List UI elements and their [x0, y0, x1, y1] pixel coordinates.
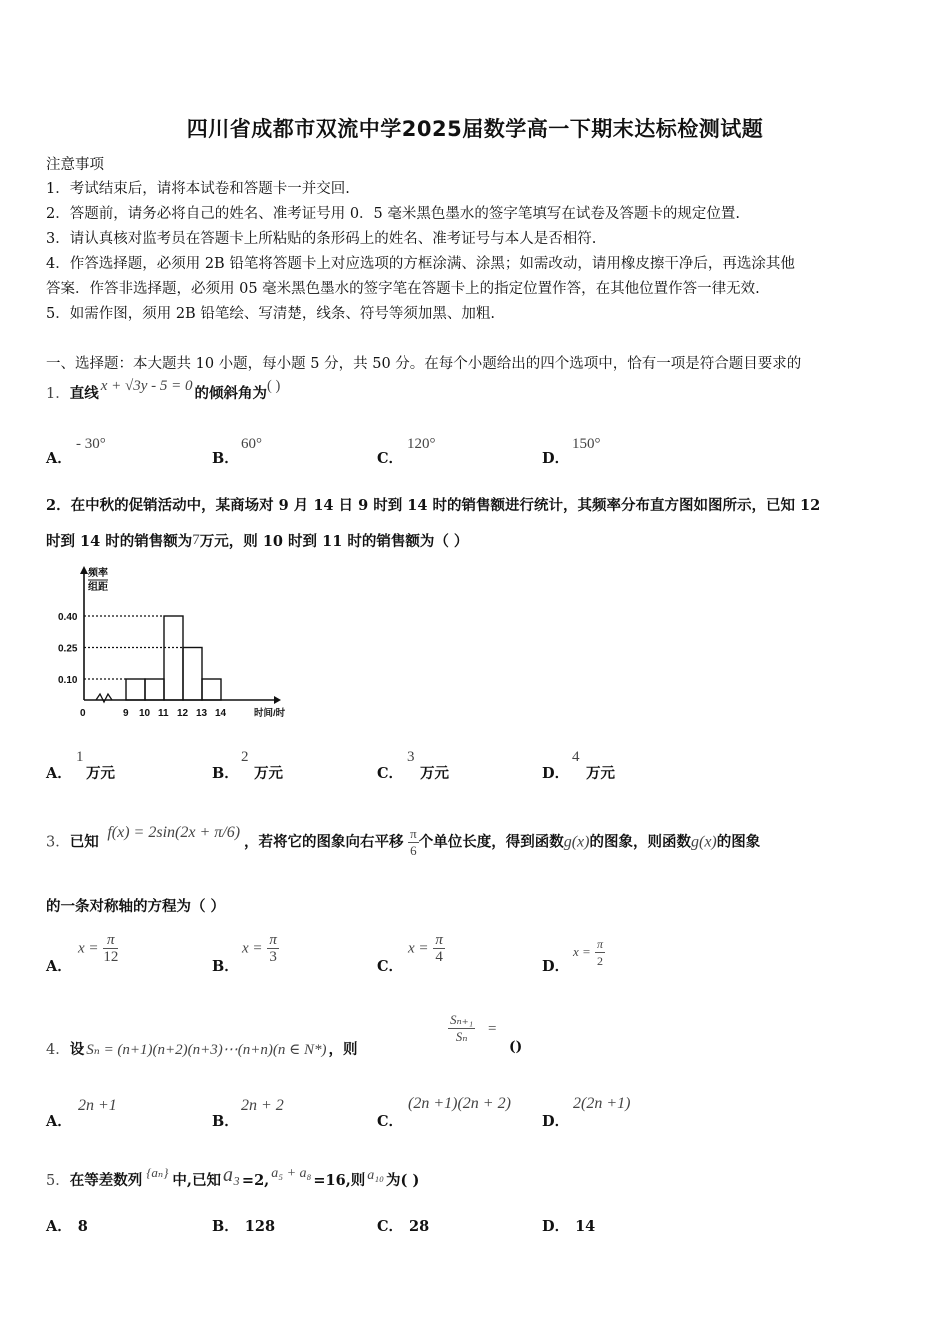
q5-end: 为( ): [386, 1172, 420, 1189]
x-axis-arrow: [274, 696, 281, 704]
notice-item: 4．作答选择题，必须用 2B 铅笔将答题卡上对应选项的方框涂满、涂黑；如需改动，请用橡皮擦干净后，再选涂其他: [46, 256, 795, 272]
q1-option-d-value: 150°: [572, 436, 601, 452]
q3-mid3: 的图象，则函数: [589, 833, 691, 851]
q5-a10: a₁₀: [367, 1168, 385, 1183]
q4-pre: 设: [69, 1041, 85, 1058]
question-1: [46, 378, 281, 403]
q5-option-c[interactable]: C． 28: [377, 1218, 430, 1235]
histogram-bar: [145, 679, 164, 700]
q3-shift-fraction: $\frac{\pi}{6}$: [410, 826, 417, 858]
x-tick-label: 9: [123, 708, 129, 719]
q4-mid: ，则: [328, 1041, 358, 1058]
q2-option-b-value: 2: [241, 749, 249, 765]
x-axis-label: 时间/时: [254, 708, 286, 719]
q2-option-c-unit: 万元: [420, 765, 449, 782]
q3-option-b[interactable]: B．: [212, 958, 239, 975]
q1-option-c-value: 120°: [407, 436, 436, 452]
q3-number: 3．: [46, 834, 70, 851]
x-tick-label: 14: [215, 708, 227, 719]
q1-number: 1．: [46, 386, 70, 402]
q3-mid: ，若将它的图象向右平移: [244, 833, 404, 851]
q5-sum: a₅ + a₈: [271, 1166, 312, 1181]
q2-line2: 时到 14 时的销售额为7万元，则 10 时到 11 时的销售额为（ ）: [46, 532, 469, 550]
q4-blank: (): [509, 1039, 523, 1055]
y-tick-label: 0.25: [58, 643, 78, 655]
q4-option-b[interactable]: B．: [212, 1113, 239, 1130]
histogram-bar: [183, 648, 202, 701]
question-4: [46, 1038, 357, 1059]
q4-fraction: $\frac{\text{Sₙ₊₁}}{\text{Sₙ}}$: [450, 1012, 474, 1044]
q4-option-c-value: (2n +1)(2n + 2): [408, 1095, 511, 1112]
x-tick-label: 11: [158, 708, 169, 719]
q1-pre: 直线: [69, 385, 99, 402]
x-tick-label: 10: [139, 708, 151, 719]
q4-option-b-value: 2n + 2: [241, 1097, 284, 1114]
x-tick-label: 0: [80, 708, 86, 719]
q4-expression: Sₙ = (n+1)(n+2)(n+3)⋯(n+n)(n ∈ N*): [86, 1042, 327, 1058]
q5-sequence: {aₙ}: [146, 1165, 169, 1180]
histogram-bar: [202, 679, 221, 700]
q3-line2: 的一条对称轴的方程为（ ）: [46, 898, 226, 915]
q5-pre: 在等差数列: [69, 1172, 143, 1189]
q2-option-a[interactable]: A．: [46, 765, 72, 782]
q4-option-c[interactable]: C．: [377, 1113, 404, 1130]
q5-mid: 中,已知: [172, 1172, 221, 1189]
q5-a3: a₃: [222, 1164, 240, 1186]
q1-option-c[interactable]: C．: [377, 450, 404, 467]
q3-option-c[interactable]: C．: [377, 958, 404, 975]
notice-heading: 注意事项: [46, 157, 104, 173]
q2-option-d-value: 4: [572, 749, 580, 765]
q4-equals: =: [488, 1021, 497, 1037]
q4-option-d-value: 2(2n +1): [573, 1095, 631, 1112]
q5-number: 5．: [46, 1173, 70, 1189]
q3-option-c-value: x = $\frac{\pi}{4}$: [408, 932, 443, 965]
notice-item: 3．请认真核对监考员在答题卡上所粘贴的条形码上的姓名、准考证号与本人是否相符.: [46, 231, 597, 247]
q5-option-b[interactable]: B． 128: [212, 1218, 276, 1235]
q3-function: f(x) = 2sin(2x + π/6): [107, 823, 241, 841]
q3-g2: g(x): [690, 833, 717, 851]
x-tick-label: 12: [177, 708, 189, 719]
q3-mid2: 个单位长度，得到函数: [418, 833, 564, 851]
notice-item: 2．答题前，请务必将自己的姓名、准考证号用 0．5 毫米黑色墨水的签字笔填写在试卷及答题卡的规定位置.: [46, 206, 740, 222]
q1-option-b-value: 60°: [241, 436, 262, 452]
q1-option-a[interactable]: A．: [46, 450, 72, 467]
notice-item: 1．考试结束后，请将本试卷和答题卡一并交回.: [46, 181, 350, 197]
q2-option-c-value: 3: [407, 749, 415, 765]
y-tick-label: 0.40: [58, 612, 78, 623]
q3-end: 的图象: [716, 833, 761, 851]
histogram-bar: [164, 616, 183, 700]
q2-line1: 2．在中秋的促销活动中，某商场对 9 月 14 日 9 时到 14 时的销售额进行统计，其频率分布直方图如图所示，已知 12: [46, 497, 821, 514]
q5-option-d[interactable]: D． 14: [542, 1218, 596, 1235]
q1-equation: x + √3y - 5 = 0: [100, 378, 193, 394]
q3-option-a[interactable]: A．: [46, 958, 72, 975]
q5-mid3: =16,则: [313, 1172, 366, 1189]
q5-mid2: =2,: [241, 1172, 270, 1189]
q1-blank: ( ): [267, 378, 281, 394]
q2-option-d[interactable]: D．: [542, 765, 570, 782]
q2-option-a-value: 1: [76, 749, 84, 765]
q1-option-a-value: - 30°: [76, 436, 106, 452]
notice-item: 5．如需作图，须用 2B 铅笔绘、写清楚，线条、符号等须加黑、加粗.: [46, 306, 495, 322]
y-axis-label: 频率: [88, 568, 108, 579]
q4-option-a-value: 2n +1: [78, 1097, 117, 1114]
q3-option-b-value: x = $\frac{\pi}{3}$: [242, 932, 277, 965]
q4-number: 4．: [46, 1042, 70, 1058]
section-heading: 一、选择题：本大题共 10 小题，每小题 5 分，共 50 分。在每个小题给出的四个选项中，恰有一项是符合题目要求的: [46, 356, 802, 372]
q2-option-c[interactable]: C．: [377, 765, 404, 782]
q3-option-a-value: x = $\frac{\pi}{12}$: [78, 932, 119, 965]
histogram-bar: [126, 679, 145, 700]
q2-value: 7: [192, 532, 200, 548]
q2-option-a-unit: 万元: [86, 765, 115, 782]
q3-g1: g(x): [563, 833, 590, 851]
q5-option-a[interactable]: A． 8: [46, 1218, 88, 1235]
q2-option-b-unit: 万元: [254, 765, 283, 782]
notice-item: 答案．作答非选择题，必须用 05 毫米黑色墨水的签字笔在答题卡上的指定位置作答，在其他位置作答一律无效.: [46, 281, 760, 297]
y-axis-label: 组距: [88, 582, 108, 593]
y-tick-label: 0.10: [58, 675, 78, 686]
question-3: [46, 823, 761, 859]
q1-option-b[interactable]: B．: [212, 450, 239, 467]
q1-option-d[interactable]: D．: [542, 450, 570, 467]
q4-option-a[interactable]: A．: [46, 1113, 72, 1130]
q4-option-d[interactable]: D．: [542, 1113, 570, 1130]
y-axis-arrow: [80, 566, 88, 574]
q2-option-d-unit: 万元: [586, 765, 615, 782]
q1-post: 的倾斜角为: [194, 385, 268, 402]
q3-pre: 已知: [69, 833, 99, 851]
page-title: 四川省成都市双流中学2025届数学高一下期末达标检测试题: [186, 117, 764, 141]
q3-option-d[interactable]: D．: [542, 958, 570, 975]
q3-option-d-value: x = $\frac{\pi}{2}$: [573, 937, 603, 968]
histogram-chart: [48, 560, 304, 728]
x-tick-label: 13: [196, 708, 208, 719]
q2-option-b[interactable]: B．: [212, 765, 239, 782]
question-5: [46, 1164, 420, 1191]
